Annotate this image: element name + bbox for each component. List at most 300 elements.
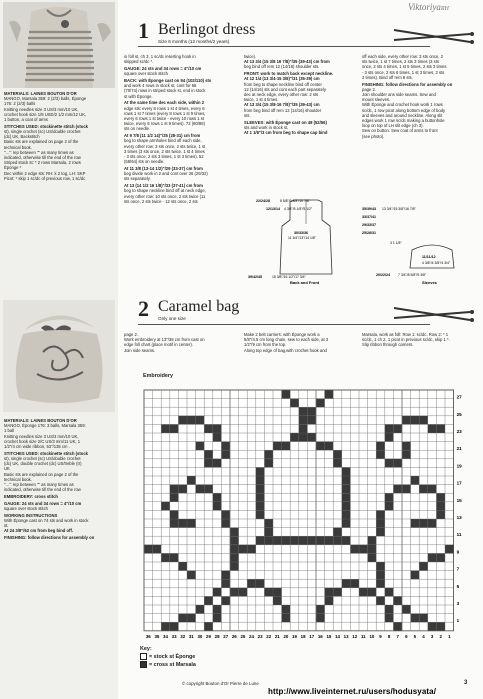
article2-subtitle: Only one size <box>158 316 186 321</box>
chart-cross-stitch-cell <box>264 450 273 459</box>
chart-cross-stitch-cell <box>368 545 377 554</box>
chart-column-number: 19 <box>292 633 297 639</box>
chart-cross-stitch-cell <box>402 485 411 494</box>
text-line: skipped sc/dc *. <box>124 59 154 65</box>
stitches-line: (dc) UK, Backstitch <box>4 134 40 140</box>
chart-cross-stitch-cell <box>342 510 351 519</box>
article1-column-3 <box>244 54 360 137</box>
chart-cross-stitch-cell <box>307 416 316 425</box>
chart-cross-stitch-cell <box>307 536 316 545</box>
finishing-line: FINISHING: follow directions for assembly on <box>4 535 95 541</box>
text-line: edge foll chart (place motif in center). <box>124 342 193 348</box>
chart-cross-stitch-cell <box>204 622 213 631</box>
chart-cross-stitch-cell <box>187 519 196 528</box>
chart-cross-stitch-cell <box>204 485 213 494</box>
text-line: beg to shape armholes bind off each side, <box>124 138 202 144</box>
article1-title: Berlingot dress <box>158 21 256 38</box>
text-line: beg bind off rem 12 (14/16) shoulder sts. <box>244 64 320 70</box>
text-line: twice, every 8 rows 1 st 9 times). 72 (80/88) <box>124 121 205 127</box>
instructions-line: At 24 3/8"/62 cm from beg bind off. <box>4 528 73 534</box>
dress-photo <box>3 2 115 88</box>
chart-cross-stitch-cell <box>411 614 420 623</box>
chart-column-number: 4 <box>422 633 425 639</box>
chart-cross-stitch-cell <box>221 596 230 605</box>
chart-cross-stitch-cell <box>178 519 187 528</box>
chart-cross-stitch-cell <box>333 459 342 468</box>
chart-cross-stitch-cell <box>325 536 334 545</box>
chart-cross-stitch-cell <box>256 485 265 494</box>
chart-cross-stitch-cell <box>221 571 230 580</box>
chart-cross-stitch-cell <box>282 390 291 399</box>
chart-column-number: 33 <box>171 633 177 639</box>
bag-photo <box>3 300 115 412</box>
chart-cross-stitch-cell <box>428 485 437 494</box>
chart-column-number: 22 <box>266 633 272 639</box>
chart-cross-stitch-cell <box>436 553 445 562</box>
article2-column-3 <box>244 332 360 353</box>
chart-cross-stitch-cell <box>299 407 308 416</box>
chart-cross-stitch-cell <box>264 588 273 597</box>
chart-cross-stitch-cell <box>385 588 394 597</box>
chart-cross-stitch-cell <box>385 605 394 614</box>
stitches-line: st), single crochet (sc) US/double crochet <box>4 129 81 135</box>
chart-row-number: 3 <box>456 601 460 606</box>
chart-column-number: 11 <box>360 633 366 639</box>
chart-cross-stitch-cell <box>385 459 394 468</box>
text-line: from beg bind off rem 12 (14/16) shoulder <box>244 107 322 113</box>
chart-cross-stitch-cell <box>376 442 385 451</box>
materials-line: crochet hook size 2/C US/3 mm/11 UK, 1 <box>4 438 81 444</box>
stitches-line: Basic sts are explained on page 2 of the <box>4 139 79 145</box>
chart-cross-stitch-cell <box>273 588 282 597</box>
chart-cross-stitch-cell <box>333 536 342 545</box>
schematic-label: 11/11/12 <box>422 255 436 259</box>
stitches-line: Éponge * <box>4 165 22 171</box>
chart-cross-stitch-cell <box>161 502 170 511</box>
text-line: At 1 1/8"/3 cm from beg to shape cap bind <box>244 130 328 136</box>
chart-cross-stitch-cell <box>385 493 394 502</box>
chart-cross-stitch-cell <box>385 502 394 511</box>
text-line: BACK: with Éponge cast on 94 (102/110) sts <box>124 78 212 83</box>
chart-cross-stitch-cell <box>256 502 265 511</box>
text-line: At 9 7/8 (11 1/2 14)"/25 (28-31) cm from <box>124 133 201 139</box>
materials-line: MANGO, Éponge 176: 3 balls, Marsala 359: <box>4 423 86 429</box>
chart-cross-stitch-cell <box>290 399 299 408</box>
chart-column-number: 8 <box>387 633 391 639</box>
chart-cross-stitch-cell <box>393 622 402 631</box>
text-line: FRONT: work to match back except neckline. <box>244 71 334 77</box>
chart-cross-stitch-cell <box>204 596 213 605</box>
chart-cross-stitch-cell <box>359 588 368 597</box>
schematic-label: 11 3/4"/13"/14 1/8" <box>288 236 316 240</box>
text-line: At 13 3/4 (15 3/8 16 7/8)"/35 (39-43) cm from <box>244 59 330 65</box>
stitches-line: "...": rep between "" as many times as <box>4 482 74 488</box>
chart-cross-stitch-cell <box>204 424 213 433</box>
text-line: st with Éponge. <box>124 93 153 99</box>
chart-cross-stitch-cell <box>376 450 385 459</box>
chart-cross-stitch-cell <box>299 416 308 425</box>
chart-column-number: 14 <box>335 633 340 639</box>
text-line: every other row: 3 sts once, 2 sts twice, 1 st <box>124 143 206 149</box>
chart-cross-stitch-cell <box>316 442 325 451</box>
chart-column-number: 32 <box>180 633 186 639</box>
chart-cross-stitch-cell <box>213 424 222 433</box>
text-line: At 13 3/4 (15 3/8-16 7/8)"/35 (39-43) cm <box>244 102 320 108</box>
article2-column-4 <box>362 332 480 348</box>
chart-column-number: 10 <box>369 633 375 639</box>
chart-row-number: 13 <box>456 515 462 520</box>
text-line: Marsala, work as foll: Row 1: sc/dc. Row 2: * 1 <box>362 332 449 337</box>
chart-column-number: 17 <box>309 633 315 639</box>
chart-cross-stitch-cell <box>204 450 213 459</box>
text-line: 5/8"/4.5 cm long chain, sew to each side, at 3 <box>244 337 329 343</box>
article2-column-2 <box>124 332 240 353</box>
chart-cross-stitch-cell <box>436 510 445 519</box>
chart-cross-stitch-cell <box>402 416 411 425</box>
text-line: - 3 sts once, 2 sts 3 times, 1 st 3 times). 52 <box>124 154 204 160</box>
text-line: once, 2 sts 4 times, 1 st 5 times, 2 sts 3 times <box>362 64 447 70</box>
text-line: sts separately. <box>124 176 151 182</box>
embroidery-chart <box>138 388 462 642</box>
chart-cross-stitch-cell <box>333 528 342 537</box>
chart-cross-stitch-cell <box>178 562 187 571</box>
materials-line: 1/2"/4 cm wide ribbon, 53"/135 cm . <box>4 444 70 450</box>
chart-cross-stitch-cell <box>230 528 239 537</box>
chart-cross-stitch-cell <box>178 485 187 494</box>
chart-cross-stitch-cell <box>342 476 351 485</box>
text-line: sc/dc, 1 ch 2, 1 picot in previous sc/dc, skip 1 *. <box>362 337 450 343</box>
chart-cross-stitch-cell <box>247 545 256 554</box>
text-line: square over stock stitch <box>124 71 168 77</box>
article2-materials <box>4 418 116 542</box>
chart-column-number: 18 <box>300 633 306 639</box>
schematic-label: 30/33/36 <box>294 231 308 235</box>
chart-cross-stitch-cell <box>411 571 420 580</box>
chart-cross-stitch-cell <box>221 450 230 459</box>
brand-logo <box>408 2 449 12</box>
chart-cross-stitch-cell <box>290 536 299 545</box>
chart-column-number: 7 <box>396 633 399 639</box>
chart-cross-stitch-cell <box>170 493 179 502</box>
schematic-label: 39/42/45 <box>248 275 262 279</box>
chart-cross-stitch-cell <box>428 519 437 528</box>
chart-cross-stitch-cell <box>178 416 187 425</box>
chart-cross-stitch-cell <box>376 510 385 519</box>
chart-cross-stitch-cell <box>393 596 402 605</box>
chart-cross-stitch-cell <box>402 605 411 614</box>
text-line: dec at neck edge, every other row: 2 sts <box>244 92 319 98</box>
chart-cross-stitch-cell <box>213 493 222 502</box>
chart-cross-stitch-cell <box>256 493 265 502</box>
chart-cross-stitch-cell <box>196 485 205 494</box>
chart-cross-stitch-cell <box>342 579 351 588</box>
chart-cross-stitch-cell <box>170 553 179 562</box>
text-line: (70/74) rows in striped stock st, end in stock <box>124 88 206 94</box>
text-line: Join shoulder ans side seams. Sew and <box>362 92 436 98</box>
text-line: 3 times). Bind off rem 8 sts. <box>362 74 413 80</box>
chart-cross-stitch-cell <box>436 493 445 502</box>
stitches-line: "...": rep between "" as many times as <box>4 149 74 155</box>
chart-cross-stitch-cell <box>230 588 239 597</box>
sleeves-label: Sleeves <box>422 280 437 285</box>
chart-cross-stitch-cell <box>282 605 291 614</box>
article2-title: Caramel bag <box>158 298 240 315</box>
text-line: sts on needle. <box>124 126 151 132</box>
chart-cross-stitch-cell <box>316 614 325 623</box>
text-line: rows 1 st 7 times (every 8 rows 1 st 9 times, <box>124 110 206 116</box>
key-label: = stock st Éponge <box>149 653 196 660</box>
chart-cross-stitch-cell <box>376 519 385 528</box>
chart-cross-stitch-cell <box>196 442 205 451</box>
gauge-line: square over stock stitch <box>4 506 48 512</box>
chart-cross-stitch-cell <box>221 442 230 451</box>
instructions-heading: WORKING INSTRUCTIONS <box>4 512 58 518</box>
schematic-label: 7 3/4"/8 5/8"/9 3/8" <box>398 273 427 277</box>
chart-cross-stitch-cell <box>256 476 265 485</box>
stitches-line: Striped stock st: * 2 rows Marsala, 2 rows <box>4 160 81 166</box>
chart-cross-stitch-cell <box>170 424 179 433</box>
text-line: Sew on button. Sew coat of arms to front <box>362 128 438 134</box>
chart-cross-stitch-cell <box>170 510 179 519</box>
chart-cross-stitch-cell <box>264 536 273 545</box>
text-line: sts twice, 1 st 7 times, 2 sts 3 times (3 sts <box>362 59 440 65</box>
text-line: page 2. <box>362 86 376 92</box>
chart-cross-stitch-cell <box>393 485 402 494</box>
chart-column-number: 12 <box>352 633 358 639</box>
stitches-heading: STITCHES USED: stockinette stitch (stock <box>4 123 88 129</box>
chart-column-number: 13 <box>343 633 349 639</box>
chart-cross-stitch-cell <box>213 433 222 442</box>
chart-cross-stitch-cell <box>144 545 153 554</box>
chart-cross-stitch-cell <box>213 588 222 597</box>
chart-cross-stitch-cell <box>419 614 428 623</box>
text-line: twice). <box>244 54 257 59</box>
text-line: At 12 1/4 (13 3/4-15 3/8)"/31 (35-39) cm <box>244 76 320 82</box>
text-line: (58/64) sts on needle. <box>124 159 165 165</box>
chart-column-number: 23 <box>257 633 263 639</box>
instructions-line: With Éponge cast on 74 sts and work in stock <box>4 518 89 524</box>
chart-cross-stitch-cell <box>376 528 385 537</box>
chart-column-number: 25 <box>240 633 246 639</box>
chart-cross-stitch-cell <box>264 519 273 528</box>
stitches-line: indicated, otherwise till the end of the row <box>4 155 81 161</box>
chart-cross-stitch-cell <box>247 579 256 588</box>
chart-cross-stitch-cell <box>213 502 222 511</box>
stitches-line: Basic sts are explained on page 2 of the <box>4 471 79 477</box>
chart-cross-stitch-cell <box>325 588 334 597</box>
chart-cross-stitch-cell <box>350 545 359 554</box>
chart-cross-stitch-cell <box>333 450 342 459</box>
schematic-label: 25/28/31 <box>362 231 376 235</box>
chart-cross-stitch-cell <box>411 416 420 425</box>
chart-cross-stitch-cell <box>368 536 377 545</box>
chart-cross-stitch-cell <box>376 596 385 605</box>
article2-number: 2 <box>138 296 149 321</box>
chart-cross-stitch-cell <box>273 442 282 451</box>
text-line: and work 4 rows in stock st, cont for 66 <box>124 83 197 89</box>
chart-cross-stitch-cell <box>436 502 445 511</box>
materials-heading: MATERIALS: LAINES BOUTON D'OR <box>4 91 77 96</box>
materials-line: crochet hook size 1/8 USD/2 1/2 mm/12 UK, <box>4 111 87 117</box>
chart-cross-stitch-cell <box>178 614 187 623</box>
schematic-label: 33/37/41 <box>362 215 376 219</box>
text-line: edge sts: every 8 rows 1 st 4 times, every 6 <box>124 105 205 111</box>
key-filled-square-icon <box>140 661 147 668</box>
chart-cross-stitch-cell <box>187 416 196 425</box>
chart-cross-stitch-cell <box>428 553 437 562</box>
chart-row-number: 23 <box>456 429 462 434</box>
chart-cross-stitch-cell <box>368 553 377 562</box>
materials-line: 176: 2 (2/3) balls <box>4 101 36 107</box>
text-line: beg divide work in 2 and cont over 26 (29/32) <box>124 171 208 177</box>
chart-cross-stitch-cell <box>393 424 402 433</box>
article1-materials <box>4 91 116 183</box>
chart-cross-stitch-cell <box>436 622 445 631</box>
schematic-label: 13 3/4"/15 3/8"/16 7/8" <box>382 207 416 211</box>
chart-cross-stitch-cell <box>221 510 230 519</box>
chart-cross-stitch-cell <box>411 476 420 485</box>
text-line: 3 times (3 sts once, 2 sts twice, 1 st 4 times <box>124 148 205 154</box>
text-line: Work embroidery at 13"/38 cm from cast on <box>124 337 205 343</box>
article1-subtitle: Size 6 months (12 months/2 years) <box>158 39 230 44</box>
key-title: Key: <box>140 646 152 652</box>
chart-cross-stitch-cell <box>428 424 437 433</box>
text-line: from beg to shape neckline bind off center <box>244 81 322 87</box>
chart-cross-stitch-cell <box>170 485 179 494</box>
chart-cross-stitch-cell <box>239 588 248 597</box>
chart-cross-stitch-cell <box>342 502 351 511</box>
chart-cross-stitch-cell <box>264 459 273 468</box>
chart-cross-stitch-cell <box>316 399 325 408</box>
stitches-line: technical book. <box>4 476 32 482</box>
text-line: SLEEVES: with Éponge cast on 48 (52/56) <box>244 119 327 125</box>
stitches-line: UK <box>4 466 10 472</box>
text-line: edges work 1 row sc/dc making a buttonhole <box>362 118 445 124</box>
schematic-label: 20/22/24 <box>376 273 390 277</box>
chart-cross-stitch-cell <box>342 519 351 528</box>
text-line: sc/dc, 1 row picot along bottom edge of body <box>362 107 446 113</box>
chart-cross-stitch-cell <box>419 519 428 528</box>
text-line: Make 2 belt carriers: with Éponge work a <box>244 332 320 337</box>
chart-cross-stitch-cell <box>419 416 428 425</box>
chart-column-number: 36 <box>145 633 151 639</box>
text-line: sts. <box>244 112 251 118</box>
text-line: Slip ribbon through carriers. <box>362 342 414 348</box>
chart-cross-stitch-cell <box>230 562 239 571</box>
chart-cross-stitch-cell <box>187 614 196 623</box>
materials-line: MANGO, Marsala 359: 2 (2/3) balls, Éponge <box>4 96 87 102</box>
materials-line: Knitting needles size 3 US/3 mm/10 UK, <box>4 106 79 112</box>
chart-cross-stitch-cell <box>264 528 273 537</box>
chart-cross-stitch-cell <box>213 605 222 614</box>
chart-column-number: 30 <box>197 633 203 639</box>
chart-column-number: 29 <box>206 633 211 639</box>
chart-cross-stitch-cell <box>230 536 239 545</box>
embroidery-line: EMBROIDERY: cross stitch <box>4 494 58 500</box>
chart-cross-stitch-cell <box>221 519 230 528</box>
schematic-label: 8 5/8"/9 3/8"/10 7/8" <box>280 199 311 203</box>
chart-column-number: 2 <box>439 633 442 639</box>
chart-column-number: 26 <box>231 633 237 639</box>
chart-cross-stitch-cell <box>385 614 394 623</box>
chart-cross-stitch-cell <box>402 450 411 459</box>
text-line: every 6 rows 1 st twice - every 10 rows 1 st <box>124 116 205 122</box>
chart-cross-stitch-cell <box>342 536 351 545</box>
chart-cross-stitch-cell <box>333 588 342 597</box>
chart-column-number: 34 <box>163 633 168 639</box>
brand-suffix: RH <box>440 6 449 12</box>
materials-line: 1 ball <box>4 428 15 434</box>
materials-heading: MATERIALS: LAINES BOUTON D'OR <box>4 418 77 423</box>
chart-key <box>140 646 196 668</box>
chart-cross-stitch-cell <box>256 510 265 519</box>
text-line: mount sleeves. <box>362 97 391 103</box>
schematic-label: 4 3/4"/5 1/8"/5 1/2" <box>284 207 313 211</box>
chart-column-number: 35 <box>154 633 160 639</box>
chart-cross-stitch-cell <box>299 424 308 433</box>
chart-cross-stitch-cell <box>342 485 351 494</box>
text-line: Along top edge of bag,with crochet hook and <box>244 347 327 353</box>
stitches-line: indicated, otherwise till the end of the row <box>4 487 81 493</box>
chart-cross-stitch-cell <box>376 571 385 580</box>
schematic-label: 22/24/28 <box>256 199 270 203</box>
chart-cross-stitch-cell <box>342 493 351 502</box>
chart-cross-stitch-cell <box>307 433 316 442</box>
chart-column-number: 20 <box>283 633 289 639</box>
chart-cross-stitch-cell <box>428 622 437 631</box>
chart-cross-stitch-cell <box>213 459 222 468</box>
text-line: At 11 3/8 (13-14 1/2)"/29 (33-37) cm from <box>124 166 203 172</box>
schematic-label: 35/39/43 <box>362 207 376 211</box>
chart-column-number: 28 <box>214 633 220 639</box>
chart-row-number: 5 <box>456 583 460 589</box>
chart-cross-stitch-cell <box>230 545 239 554</box>
text-line: off each side, every other row: 3 sts once, 2 <box>362 54 443 59</box>
chart-row-number: 11 <box>456 532 462 538</box>
chart-cross-stitch-cell <box>239 545 248 554</box>
chart-cross-stitch-cell <box>161 553 170 562</box>
text-line: in foll st, ch 3, 1 sc/dc inserting hook in <box>124 54 196 59</box>
materials-line: 1 button, a coat of arms <box>4 117 48 123</box>
key-item-stock <box>140 653 196 660</box>
chart-cross-stitch-cell <box>187 476 196 485</box>
key-item-cross <box>140 661 196 668</box>
chart-cross-stitch-cell <box>299 433 308 442</box>
chart-title: Embroidery <box>143 373 173 379</box>
chart-cross-stitch-cell <box>393 459 402 468</box>
chart-cross-stitch-cell <box>153 545 162 554</box>
chart-cross-stitch-cell <box>325 596 334 605</box>
chart-row-number: 27 <box>456 394 462 400</box>
chart-cross-stitch-cell <box>316 605 325 614</box>
chart-column-number: 15 <box>326 633 332 639</box>
chart-cross-stitch-cell <box>325 390 334 399</box>
chart-row-number: 21 <box>456 446 462 452</box>
schematic-label: 29/33/37 <box>362 223 376 227</box>
article1-rule <box>138 46 430 47</box>
chart-cross-stitch-cell <box>161 424 170 433</box>
chart-cross-stitch-cell <box>419 485 428 494</box>
chart-cross-stitch-cell <box>170 622 179 631</box>
chart-cross-stitch-cell <box>316 536 325 545</box>
chart-cross-stitch-cell <box>290 433 299 442</box>
schematic-label: 15 3/8"/16 1/2"/17 3/4" <box>272 275 306 279</box>
text-line: every other row: 10 sts once, 2 sts twice (11 <box>124 193 206 199</box>
chart-cross-stitch-cell <box>419 562 428 571</box>
text-line: sts once, 2 sts twice - 12 sts once, 2 sts <box>124 198 198 204</box>
chart-cross-stitch-cell <box>359 545 368 554</box>
chart-column-number: 31 <box>188 633 194 639</box>
